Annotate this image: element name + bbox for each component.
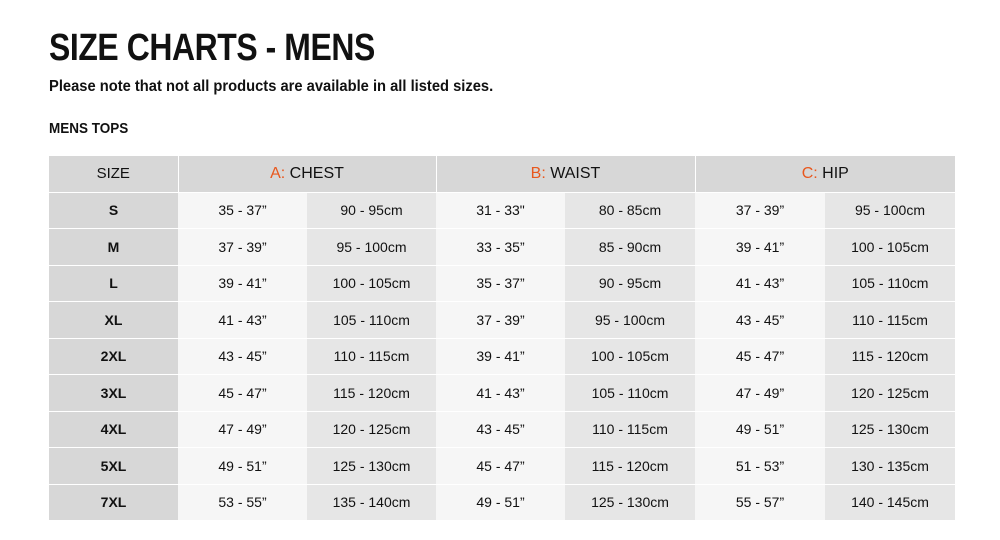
waist-inches-cell: 37 - 39” xyxy=(436,302,565,339)
table-row xyxy=(49,448,955,485)
waist-cm-cell: 95 - 100cm xyxy=(565,302,695,339)
hip-inches-cell: 55 - 57” xyxy=(695,484,825,521)
size-cell: M xyxy=(49,229,178,266)
hip-inches-cell: 51 - 53” xyxy=(695,448,825,485)
table-row xyxy=(49,229,955,266)
hip-cm-cell: 110 - 115cm xyxy=(825,302,955,339)
hip-inches-cell: 39 - 41” xyxy=(695,229,825,266)
hip-inches-cell: 37 - 39” xyxy=(695,192,825,229)
hip-inches-cell: 49 - 51” xyxy=(695,411,825,448)
size-cell: XL xyxy=(49,302,178,339)
hip-cm-cell: 140 - 145cm xyxy=(825,484,955,521)
waist-inches-cell: 35 - 37” xyxy=(436,265,565,302)
size-chart-table xyxy=(49,156,955,521)
table-row xyxy=(49,192,955,229)
page-title: SIZE CHARTS - MENS xyxy=(49,27,375,69)
size-cell: 2XL xyxy=(49,338,178,375)
chest-inches-cell: 35 - 37” xyxy=(178,192,307,229)
chest-label: CHEST xyxy=(289,164,344,182)
waist-cm-cell: 85 - 90cm xyxy=(565,229,695,266)
waist-inches-cell: 45 - 47” xyxy=(436,448,565,485)
chest-inches-cell: 47 - 49” xyxy=(178,411,307,448)
waist-letter: B: xyxy=(530,164,546,182)
hip-letter: C: xyxy=(801,164,818,182)
size-cell: L xyxy=(49,265,178,302)
waist-cm-cell: 110 - 115cm xyxy=(565,411,695,448)
hip-inches-cell: 45 - 47” xyxy=(695,338,825,375)
waist-column-header xyxy=(436,156,695,192)
chest-inches-cell: 53 - 55” xyxy=(178,484,307,521)
waist-inches-cell: 41 - 43” xyxy=(436,375,565,412)
chest-inches-cell: 37 - 39” xyxy=(178,229,307,266)
chest-cm-cell: 105 - 110cm xyxy=(307,302,436,339)
availability-note: Please note that not all products are available in all listed sizes. xyxy=(49,78,494,95)
size-cell: 3XL xyxy=(49,375,178,412)
size-table-body xyxy=(49,192,955,521)
waist-cm-cell: 125 - 130cm xyxy=(565,484,695,521)
hip-cm-cell: 120 - 125cm xyxy=(825,375,955,412)
waist-inches-cell: 43 - 45” xyxy=(436,411,565,448)
chest-cm-cell: 110 - 115cm xyxy=(307,338,436,375)
waist-inches-cell: 39 - 41” xyxy=(436,338,565,375)
chest-inches-cell: 45 - 47” xyxy=(178,375,307,412)
section-title: MENS TOPS xyxy=(49,120,129,137)
hip-inches-cell: 43 - 45” xyxy=(695,302,825,339)
size-column-header: SIZE xyxy=(49,156,178,192)
table-row xyxy=(49,375,955,412)
chest-inches-cell: 49 - 51” xyxy=(178,448,307,485)
chest-cm-cell: 90 - 95cm xyxy=(307,192,436,229)
size-cell: S xyxy=(49,192,178,229)
hip-cm-cell: 105 - 110cm xyxy=(825,265,955,302)
waist-cm-cell: 100 - 105cm xyxy=(565,338,695,375)
hip-inches-cell: 41 - 43” xyxy=(695,265,825,302)
waist-cm-cell: 80 - 85cm xyxy=(565,192,695,229)
hip-cm-cell: 130 - 135cm xyxy=(825,448,955,485)
table-header-row xyxy=(49,156,955,192)
hip-cm-cell: 125 - 130cm xyxy=(825,411,955,448)
chest-letter: A: xyxy=(270,164,286,182)
size-cell: 4XL xyxy=(49,411,178,448)
size-cell: 7XL xyxy=(49,484,178,521)
table-row xyxy=(49,338,955,375)
table-row xyxy=(49,265,955,302)
chest-inches-cell: 43 - 45” xyxy=(178,338,307,375)
chest-cm-cell: 135 - 140cm xyxy=(307,484,436,521)
hip-inches-cell: 47 - 49” xyxy=(695,375,825,412)
waist-cm-cell: 90 - 95cm xyxy=(565,265,695,302)
waist-inches-cell: 49 - 51” xyxy=(436,484,565,521)
hip-cm-cell: 115 - 120cm xyxy=(825,338,955,375)
chest-inches-cell: 41 - 43” xyxy=(178,302,307,339)
waist-label: WAIST xyxy=(550,164,601,182)
chest-column-header xyxy=(178,156,436,192)
chest-cm-cell: 95 - 100cm xyxy=(307,229,436,266)
chest-inches-cell: 39 - 41” xyxy=(178,265,307,302)
waist-cm-cell: 115 - 120cm xyxy=(565,448,695,485)
hip-label: HIP xyxy=(822,164,849,182)
chest-cm-cell: 115 - 120cm xyxy=(307,375,436,412)
table-row xyxy=(49,302,955,339)
chest-cm-cell: 125 - 130cm xyxy=(307,448,436,485)
table-row xyxy=(49,484,955,521)
hip-column-header xyxy=(695,156,955,192)
table-row xyxy=(49,411,955,448)
hip-cm-cell: 95 - 100cm xyxy=(825,192,955,229)
waist-inches-cell: 33 - 35” xyxy=(436,229,565,266)
hip-cm-cell: 100 - 105cm xyxy=(825,229,955,266)
size-cell: 5XL xyxy=(49,448,178,485)
chest-cm-cell: 120 - 125cm xyxy=(307,411,436,448)
waist-inches-cell: 31 - 33" xyxy=(436,192,565,229)
waist-cm-cell: 105 - 110cm xyxy=(565,375,695,412)
chest-cm-cell: 100 - 105cm xyxy=(307,265,436,302)
